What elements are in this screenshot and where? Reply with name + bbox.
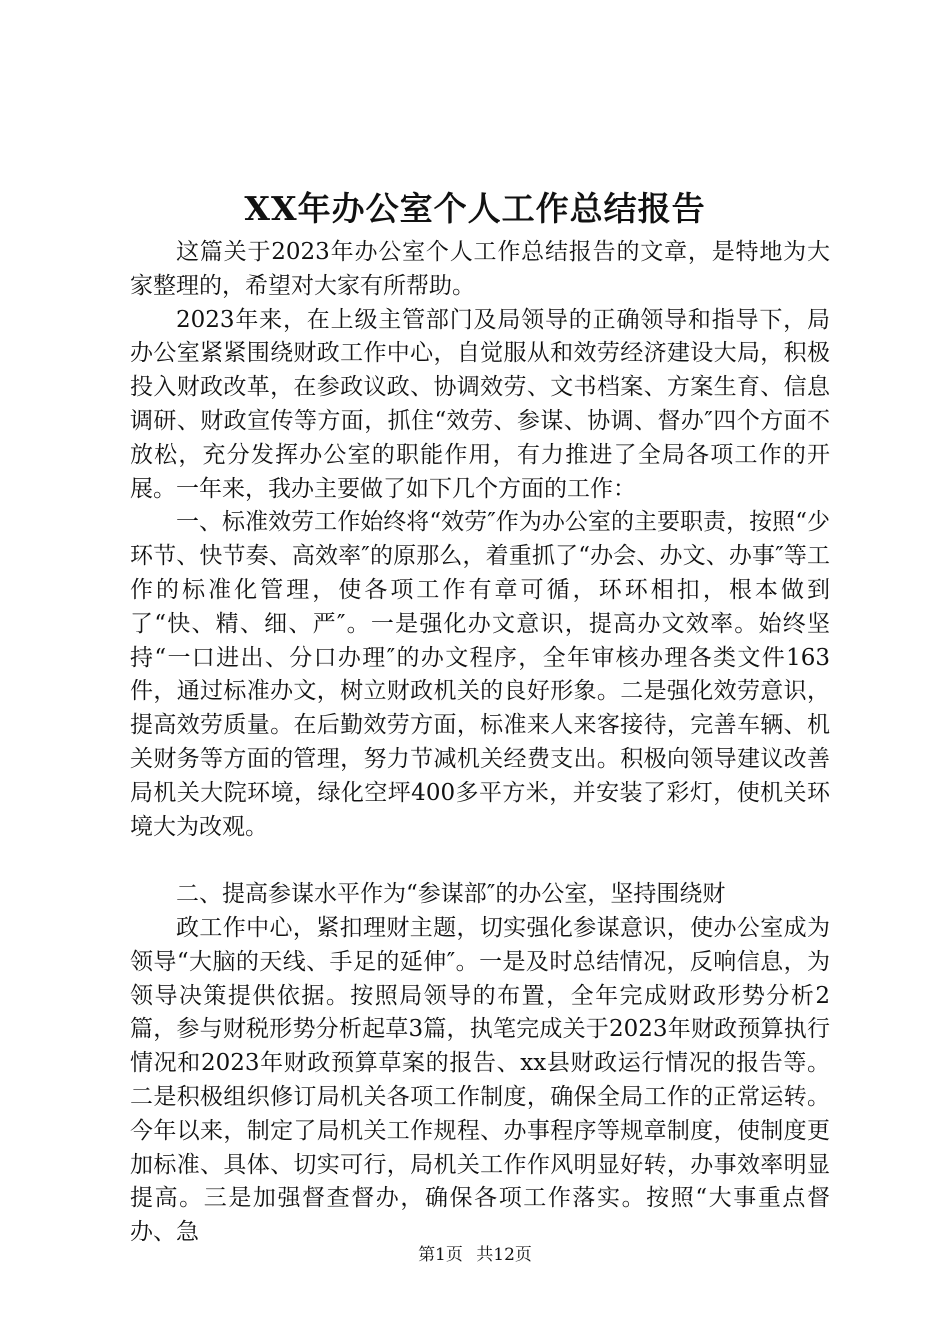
document-body [130, 236, 830, 1250]
document-title: XX年办公室个人工作总结报告 [244, 189, 706, 228]
paragraph-overview: 2023年来，在上级主管部门及局领导的正确领导和指导下，局办公室紧紧围绕财政工作中心，自觉服从和效劳经济建设大局，积极投入财政改革，在参政议政、协调效劳、文书档案、方案生育、信息调研、财政宣传等方面，抓住“效劳、参谋、协调、督办″四个方面不放松，充分发挥办公室的职能作用，有力推进了全局各项工作的开展。一年来，我办主要做了如下几个方面的工作： [130, 306, 830, 502]
paragraph-section-two-body: 政工作中心，紧扣理财主题，切实强化参谋意识，使办公室成为领导“大脑的天线、手足的延伸″。一是及时总结情况，反响信息，为领导决策提供依据。按照局领导的布置，全年完成财政形势分析2篇，参与财税形势分析起草3篇，执笔完成关于2023年财政预算执行情况和2023年财政预算草案的报告、xx县财政运行情况的报告等。二是积极组织修订局机关各项工作制度，确保全局工作的正常运转。今年以来，制定了局机关工作规程、办事程序等规章制度，使制度更加标准、具体、切实可行，局机关工作作风明显好转，办事效率明显提高。三是加强督查督办，确保各项工作落实。按照“大事重点督办、急 [130, 914, 830, 1246]
paragraph-section-one: 一、标准效劳工作始终将“效劳″作为办公室的主要职责，按照“少环节、快节奏、高效率″的原那么，着重抓了“办会、办文、办事″等工作的标准化管理，使各项工作有章可循，环环相扣，根本做到了“快、精、细、严″。一是强化办文意识，提高办文效率。始终坚持“一口进出、分口办理″的办文程序，全年审核办理各类文件163件，通过标准办文，树立财政机关的良好形象。二是强化效劳意识，提高效劳质量。在后勤效劳方面，标准来人来客接待，完善车辆、机关财务等方面的管理，努力节减机关经费支出。积极向领导建议改善局机关大院环境，绿化空坪400多平方米，并安装了彩灯，使机关环境大为改观。 [130, 509, 830, 840]
page-total: 共12页 [476, 1245, 532, 1265]
page-footer [0, 1242, 950, 1268]
paragraph-section-two-heading: 二、提高参谋水平作为“参谋部″的办公室，坚持围绕财 [176, 881, 726, 908]
page-number: 第1页 [418, 1245, 463, 1265]
paragraph-intro: 这篇关于2023年办公室个人工作总结报告的文章，是特地为大家整理的，希望对大家有所帮助。 [130, 239, 830, 299]
